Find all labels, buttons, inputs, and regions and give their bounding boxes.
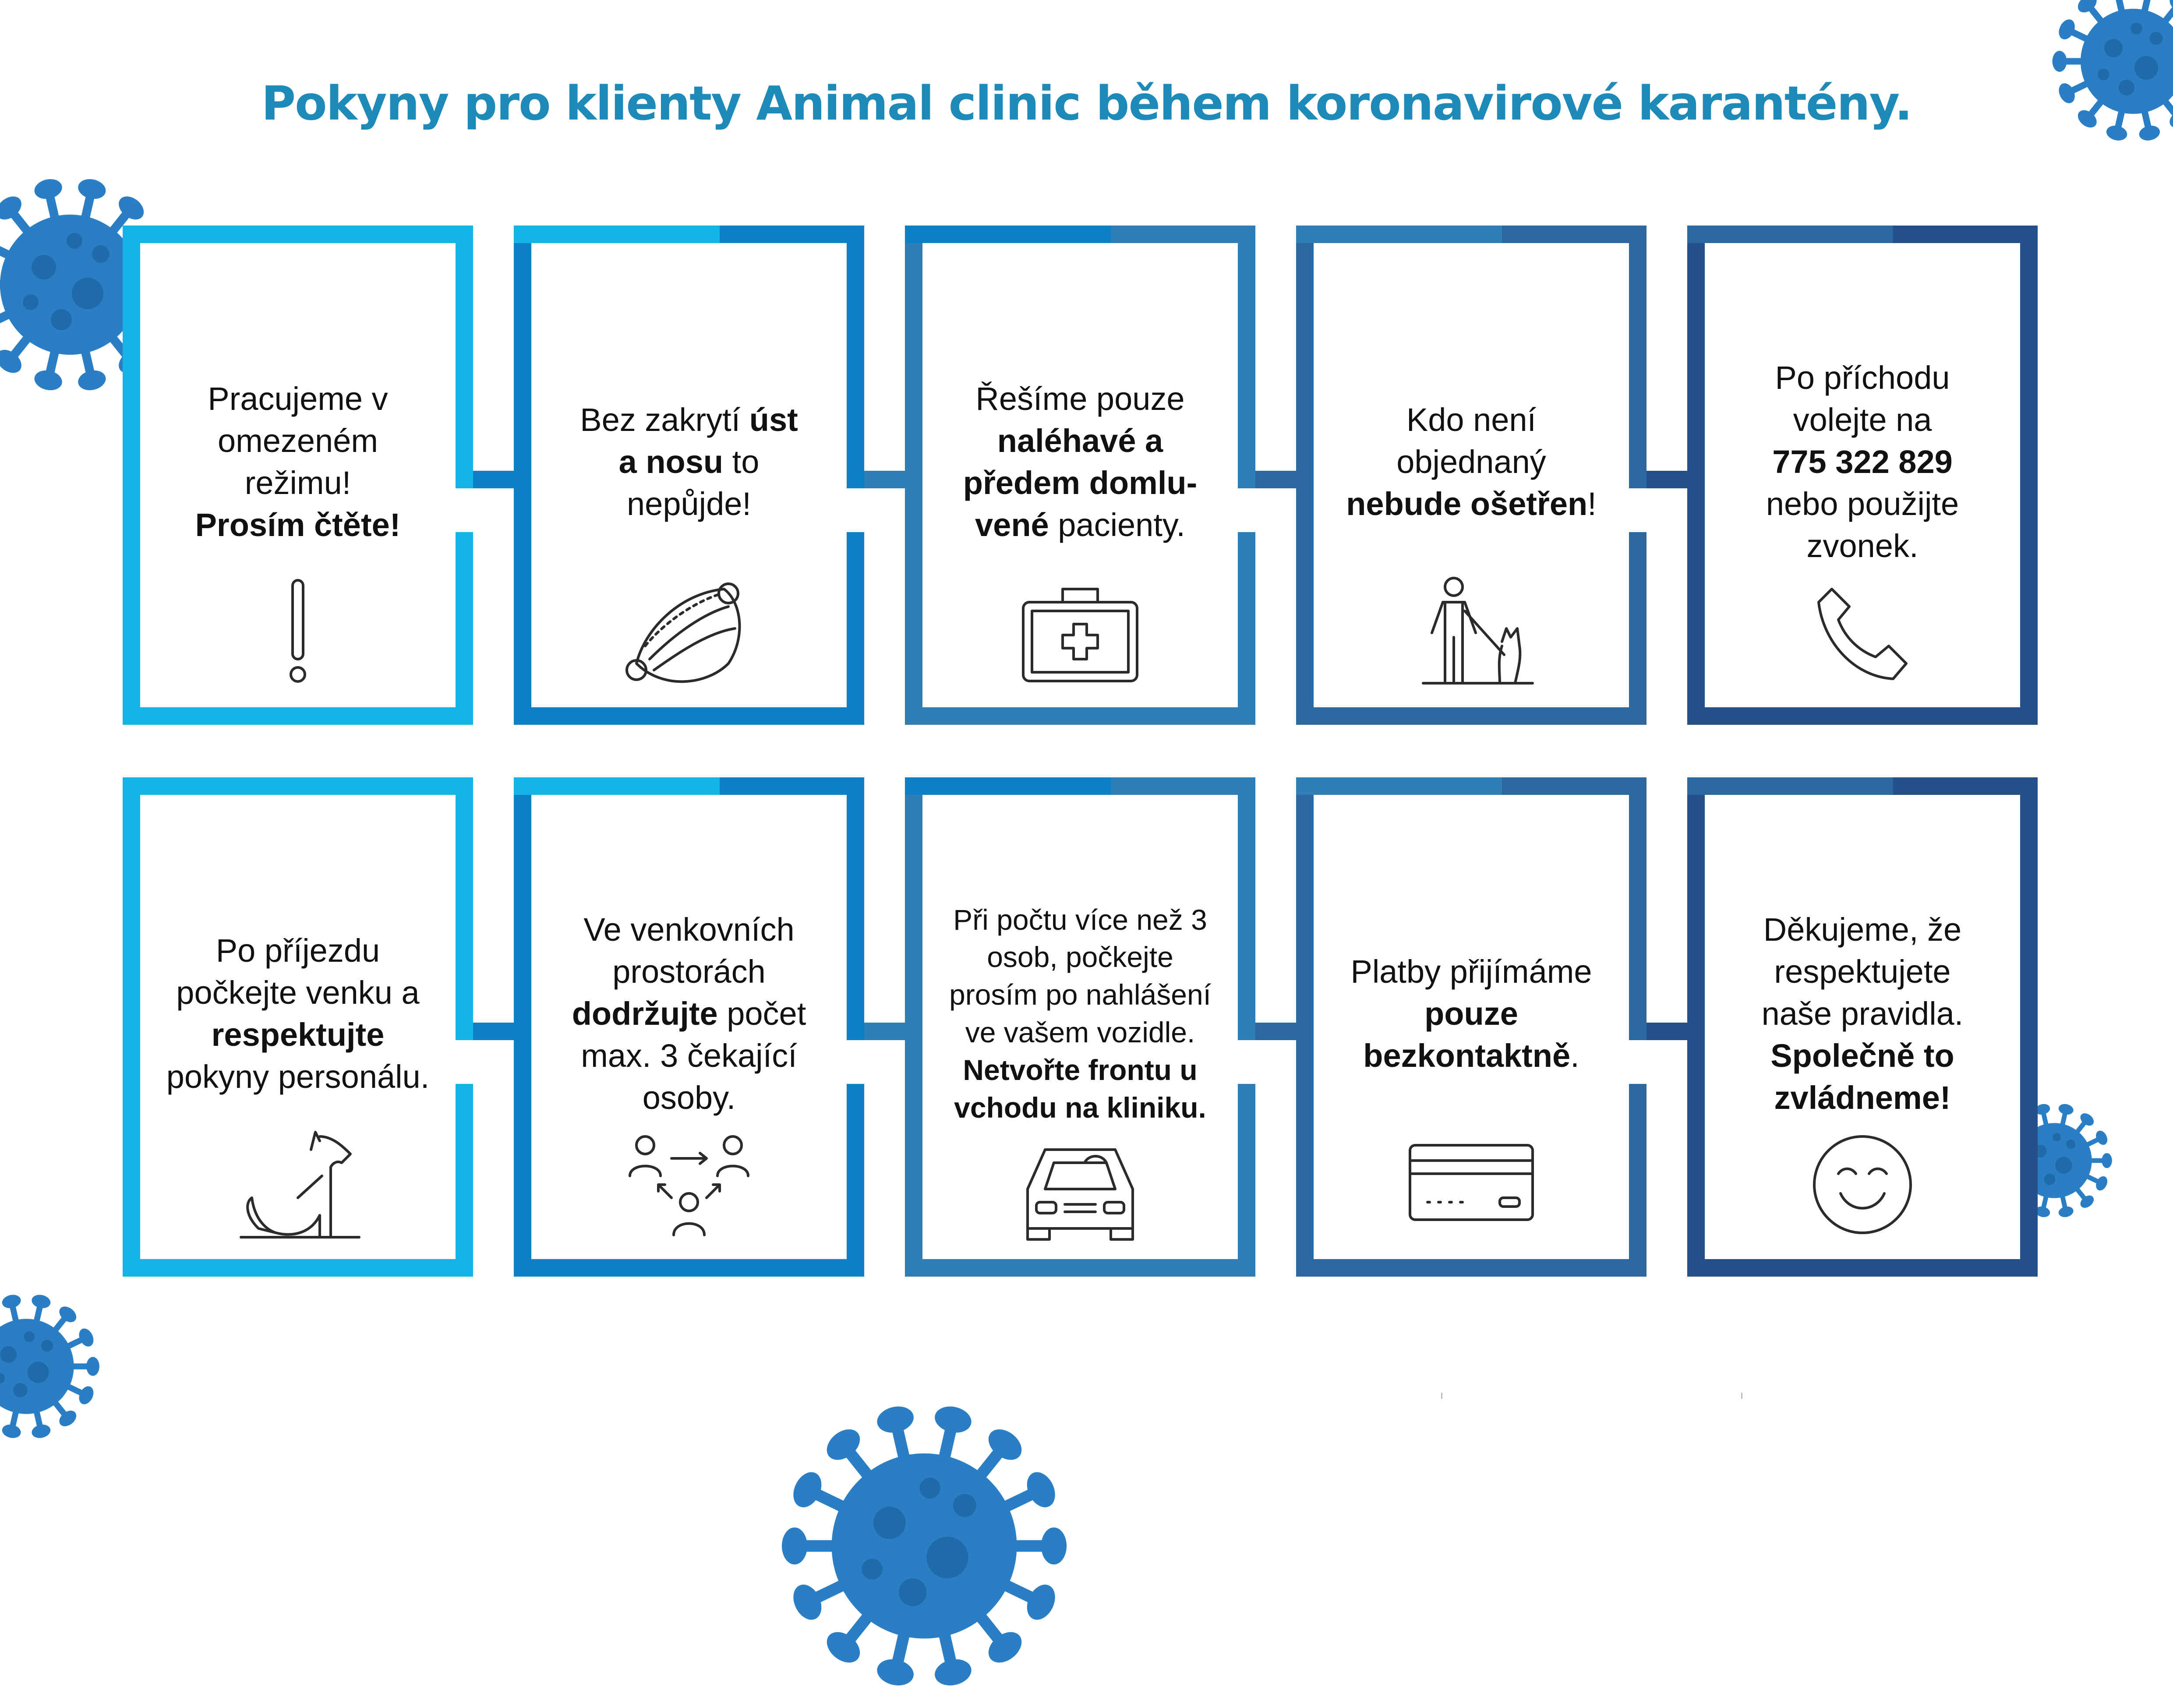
people-distance-icon (619, 1128, 759, 1242)
card-text-line (572, 1035, 806, 1077)
card-text (1722, 882, 2003, 1145)
card-text-line (166, 1056, 430, 1098)
frame-band (514, 777, 720, 795)
frame-connector (514, 471, 531, 523)
frame-connector (1296, 1023, 1314, 1075)
card-text-segment: nebo použijte (1766, 486, 1959, 522)
frame-connector (847, 436, 864, 488)
card-text-line (572, 1077, 806, 1119)
frame-connector (905, 1023, 922, 1075)
card-text-segment: prostorách (612, 953, 766, 990)
card-text-line (166, 972, 430, 1014)
card-text-line (1766, 525, 1959, 567)
card-text-line (572, 993, 806, 1035)
card-text-segment: Po příjezdu (216, 932, 380, 969)
frame-connector (514, 1023, 531, 1075)
card-text-segment: ! (1587, 486, 1597, 522)
card-text-line (195, 462, 401, 504)
card-text-segment: a nosu (618, 443, 724, 480)
card-text-segment: naše pravidla. (1761, 995, 1964, 1032)
card-text-segment: Při počtu více než 3 (953, 903, 1207, 936)
face-mask-icon (619, 576, 759, 690)
car-icon (1010, 1128, 1150, 1242)
frame-connector (456, 436, 473, 488)
card-text-segment: Děkujeme, že (1763, 911, 1962, 948)
card-text-segment: Společně to (1770, 1038, 1954, 1074)
card-text (549, 331, 829, 593)
card-text-segment: počkejte venku a (176, 974, 420, 1011)
card-text-segment: pokyny personálu. (166, 1059, 430, 1095)
person-with-dog-icon (1401, 576, 1541, 690)
card-text (1331, 882, 1611, 1145)
card-text-line (949, 901, 1211, 939)
card-text-segment: prosím po nahlášení (949, 978, 1212, 1011)
first-aid-kit-icon (1010, 576, 1150, 690)
instruction-card (905, 226, 1255, 725)
card-text-line (1762, 1035, 1964, 1077)
card-text-segment: Po příchodu (1775, 359, 1950, 396)
card-text-segment: pacienty. (1049, 507, 1185, 543)
smiley-icon (1792, 1128, 1933, 1242)
card-text-segment: Řešíme pouze (975, 380, 1185, 417)
card-text (940, 331, 1220, 593)
card-text-segment: režimu! (244, 465, 351, 501)
card-text-line (1762, 909, 1964, 951)
card-text-line (949, 1052, 1211, 1089)
frame-band (905, 226, 1111, 243)
card-text-line (580, 441, 798, 483)
card-text-line (580, 483, 798, 525)
card-text-segment: Bez zakrytí (580, 401, 749, 438)
card-text-line (1766, 483, 1959, 525)
card-text-segment: ve vašem vozidle. (965, 1016, 1195, 1048)
instruction-card (514, 777, 864, 1277)
exclamation-icon (228, 576, 368, 690)
card-text-line (1346, 399, 1597, 441)
instruction-card (905, 777, 1255, 1277)
virus-bottom-left-icon (0, 1283, 110, 1450)
card-text-line (166, 1014, 430, 1056)
card-text-line (963, 504, 1197, 546)
page-title: Pokyny pro klienty Animal clinic během koronavirové karantény. (261, 77, 1912, 131)
mark (1741, 1393, 1742, 1399)
card-text-line (166, 930, 430, 972)
card-text-segment: max. 3 čekající (581, 1038, 797, 1074)
card-text-segment: objednaný (1396, 443, 1546, 480)
card-text-line (1350, 951, 1592, 993)
instruction-card (1296, 777, 1647, 1277)
card-text-segment: předem domlu- (963, 465, 1198, 501)
card-text-segment: vchodu na kliniku. (954, 1091, 1206, 1124)
card-text-segment: bezkontaktně (1363, 1038, 1571, 1074)
card-text-segment: zvládneme! (1774, 1080, 1951, 1116)
instruction-card (123, 226, 473, 725)
card-text (1331, 331, 1611, 593)
frame-connector (1296, 471, 1314, 523)
card-text-line (963, 462, 1197, 504)
instruction-card (1296, 226, 1647, 725)
frame-connector (1238, 436, 1255, 488)
frame-band (905, 777, 1111, 795)
card-text-segment: dodržujte (572, 995, 718, 1032)
card-text-segment: osoby. (642, 1080, 736, 1116)
instruction-card (123, 777, 473, 1277)
card-text (158, 331, 438, 593)
virus-top-right-icon (2041, 0, 2173, 153)
card-text-line (1762, 951, 1964, 993)
card-text-segment: zvonek. (1806, 528, 1919, 565)
frame-band (1687, 226, 1893, 243)
card-text-segment: naléhavé a (997, 422, 1163, 459)
card-text-line (1762, 993, 1964, 1035)
card-text-line (195, 420, 401, 462)
phone-icon (1792, 576, 1933, 690)
frame-band (1687, 777, 1893, 795)
card-text-line (1762, 1077, 1964, 1119)
card-text (549, 882, 829, 1145)
card-text-line (1766, 441, 1959, 483)
card-text-line (963, 420, 1197, 462)
card-text-line (963, 378, 1197, 420)
frame-connector (1629, 988, 1647, 1040)
card-text-line (580, 399, 798, 441)
card-text-segment: počet (717, 995, 806, 1032)
card-text-segment: to (723, 443, 760, 480)
card-text-line (572, 909, 806, 951)
frame-connector (905, 471, 922, 523)
card-text-line (1766, 399, 1959, 441)
card-text-line (1350, 993, 1592, 1035)
card-text-segment: . (1570, 1038, 1579, 1074)
frame-connector (847, 988, 864, 1040)
card-text-line (195, 378, 401, 420)
card-text (940, 882, 1220, 1145)
card-text-segment: osob, počkejte (987, 941, 1173, 974)
card-text-line (195, 504, 401, 546)
frame-band (514, 226, 720, 243)
frame-connector (456, 988, 473, 1040)
card-text-line (949, 1089, 1211, 1127)
card-text-segment: omezeném (217, 422, 378, 459)
frame-connector (1238, 988, 1255, 1040)
card-text-segment: volejte na (1793, 401, 1932, 438)
frame-connector (1629, 436, 1647, 488)
frame-connector (1687, 471, 1705, 523)
sitting-dog-icon (228, 1128, 368, 1242)
frame-band (1296, 777, 1502, 795)
card-text-segment: 775 322 829 (1772, 443, 1953, 480)
card-text-line (1766, 357, 1959, 399)
card-text-segment: Platby přijímáme (1350, 953, 1592, 990)
instruction-card (1687, 226, 2038, 725)
frame-connector (1687, 1023, 1705, 1075)
card-text-line (1346, 441, 1597, 483)
card-text-segment: Kdo není (1406, 401, 1537, 438)
instruction-card (514, 226, 864, 725)
card-text-segment: Ve venkovních (583, 911, 795, 948)
card-text-line (572, 951, 806, 993)
mark (1441, 1393, 1442, 1399)
instruction-card (1687, 777, 2038, 1277)
card-text-segment: nebude ošetřen (1346, 486, 1588, 522)
card-text-segment: Prosím čtěte! (195, 507, 401, 543)
card-text-segment: Netvořte frontu u (963, 1053, 1198, 1086)
card-text-segment: Pracujeme v (208, 380, 388, 417)
card-text-segment: úst (749, 401, 798, 438)
card-text-segment: respektujte (211, 1016, 385, 1053)
card-text-segment: pouze (1424, 995, 1518, 1032)
card-text-line (949, 976, 1211, 1014)
card-text-line (1346, 483, 1597, 525)
card-text-line (949, 1014, 1211, 1052)
card-text-line (1350, 1035, 1592, 1077)
virus-bottom-center-icon (762, 1384, 1086, 1708)
card-text-segment: respektujete (1774, 953, 1951, 990)
frame-band (1296, 226, 1502, 243)
card-text (1722, 331, 2003, 593)
credit-card-icon (1401, 1128, 1541, 1242)
card-text-segment: vené (975, 507, 1049, 543)
card-text (158, 882, 438, 1145)
card-text-segment: nepůjde! (627, 486, 751, 522)
card-text-line (949, 939, 1211, 976)
